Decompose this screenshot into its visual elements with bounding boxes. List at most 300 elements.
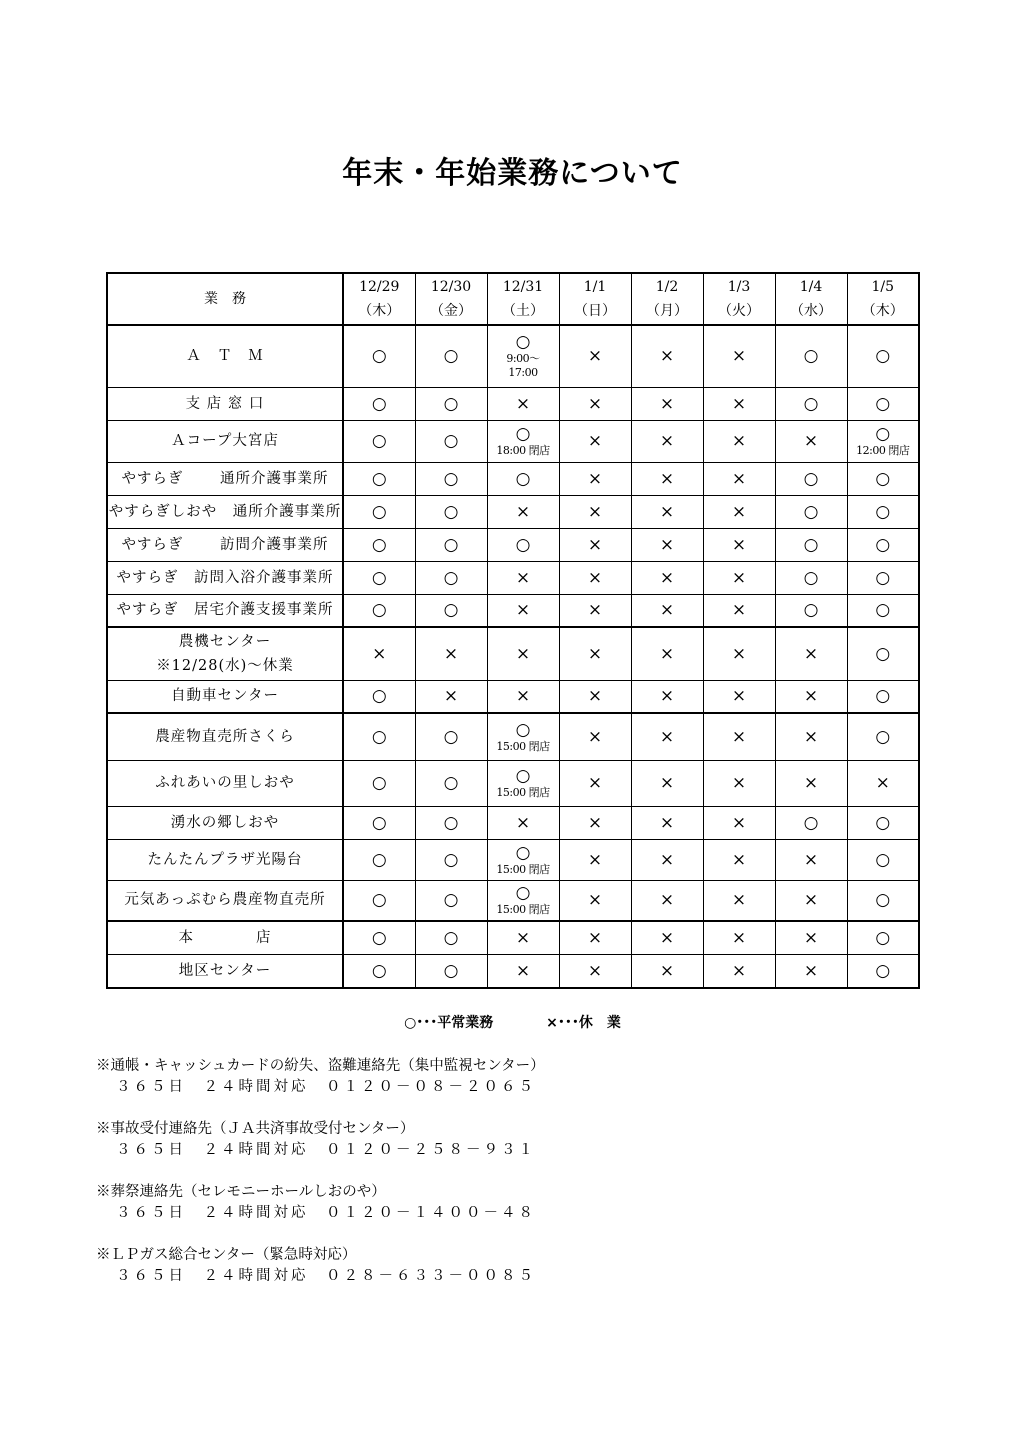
status-cell	[487, 420, 559, 462]
status-cell	[415, 680, 487, 713]
closed-mark: ×	[803, 849, 819, 870]
weekday-label: （日）	[574, 303, 616, 319]
open-mark: ○	[371, 686, 387, 707]
contact-item	[96, 1119, 545, 1161]
status-cell	[847, 627, 919, 680]
open-mark: ○	[515, 719, 531, 740]
open-mark: ○	[371, 812, 387, 833]
status-cell	[775, 387, 847, 420]
open-mark: ○	[443, 960, 459, 981]
status-cell	[487, 561, 559, 594]
status-cell	[775, 806, 847, 839]
contact-phone: ３６５日 ２４時間対応 ０２８－６３３－００８５	[116, 1268, 536, 1284]
status-cell	[847, 528, 919, 561]
status-cell	[415, 954, 487, 988]
closed-mark: ×	[803, 643, 819, 664]
status-cell	[487, 880, 559, 921]
hours-note: 15:00 閉店	[496, 739, 550, 753]
status-cell	[703, 713, 775, 760]
status-cell	[343, 806, 415, 839]
status-cell	[631, 462, 703, 495]
date-header	[415, 273, 487, 325]
status-cell	[775, 561, 847, 594]
status-cell	[559, 880, 631, 921]
service-name-text: やすらぎしおや 通所介護事業所	[108, 503, 342, 520]
open-mark: ○	[875, 393, 891, 414]
closed-mark: ×	[659, 393, 675, 414]
date-header	[343, 273, 415, 325]
closed-mark: ×	[515, 686, 531, 707]
status-cell	[775, 462, 847, 495]
status-cell	[847, 806, 919, 839]
closed-mark: ×	[875, 773, 890, 793]
service-name	[107, 880, 343, 921]
status-cell	[703, 561, 775, 594]
open-mark: ○	[443, 849, 459, 870]
date-label: 12/30	[430, 279, 472, 295]
status-cell	[487, 954, 559, 988]
closed-mark: ×	[803, 431, 819, 451]
status-cell	[415, 713, 487, 760]
status-cell	[343, 594, 415, 627]
status-cell	[631, 921, 703, 954]
closed-mark: ×	[659, 600, 675, 621]
date-header	[487, 273, 559, 325]
closed-mark: ×	[515, 501, 531, 522]
status-cell	[847, 713, 919, 760]
status-cell	[703, 387, 775, 420]
contact-item	[96, 1056, 545, 1098]
status-cell	[775, 880, 847, 921]
closed-mark: ×	[659, 927, 675, 948]
status-cell	[487, 325, 559, 387]
table-row	[107, 760, 919, 806]
status-cell	[775, 680, 847, 713]
status-cell	[847, 680, 919, 713]
status-cell	[415, 921, 487, 954]
open-mark: ○	[515, 534, 531, 555]
status-cell	[631, 561, 703, 594]
contact-title: ※葬祭連絡先（セレモニーホールしおのや）	[96, 1184, 386, 1200]
service-name-text: 元気あっぷむら農産物直売所	[124, 892, 326, 909]
open-mark: ○	[875, 726, 891, 747]
status-cell	[559, 760, 631, 806]
open-mark: ○	[443, 890, 459, 911]
service-name-text: やすらぎ 居宅介護支援事業所	[116, 602, 334, 619]
status-cell	[559, 561, 631, 594]
closed-mark: ×	[659, 567, 675, 588]
table-row	[107, 561, 919, 594]
date-header	[631, 273, 703, 325]
closed-mark: ×	[731, 773, 747, 793]
status-cell	[559, 462, 631, 495]
closed-mark: ×	[372, 643, 387, 664]
status-cell	[415, 462, 487, 495]
closed-mark: ×	[659, 346, 675, 367]
status-cell	[703, 680, 775, 713]
table-row	[107, 713, 919, 760]
status-cell	[703, 325, 775, 387]
open-mark: ○	[875, 812, 891, 833]
table-row	[107, 594, 919, 627]
status-cell	[487, 495, 559, 528]
status-cell	[703, 462, 775, 495]
table-row	[107, 420, 919, 462]
closed-mark: ×	[587, 812, 603, 833]
service-name-text: やすらぎ 訪問入浴介護事業所	[116, 569, 334, 586]
service-name-text: やすらぎ 訪問介護事業所	[121, 536, 329, 553]
closed-mark: ×	[659, 534, 675, 555]
date-header	[559, 273, 631, 325]
table-row	[107, 921, 919, 954]
closed-mark: ×	[659, 849, 675, 870]
table-row	[107, 325, 919, 387]
status-cell	[703, 627, 775, 680]
status-cell	[343, 528, 415, 561]
status-cell	[631, 325, 703, 387]
closed-mark: ×	[731, 686, 747, 707]
hours-note: 12:00 閉店	[856, 444, 910, 457]
status-cell	[631, 954, 703, 988]
status-cell	[487, 806, 559, 839]
legend	[0, 1012, 1025, 1032]
status-cell	[631, 806, 703, 839]
open-mark: ○	[803, 468, 819, 489]
status-cell	[847, 325, 919, 387]
open-mark: ○	[443, 431, 459, 451]
status-cell	[631, 760, 703, 806]
open-mark: ○	[515, 468, 531, 489]
status-cell	[559, 713, 631, 760]
closed-mark: ×	[443, 643, 459, 664]
open-mark: ○	[443, 468, 459, 489]
closed-mark: ×	[587, 773, 603, 793]
open-mark: ○	[443, 726, 459, 747]
open-mark: ○	[443, 567, 459, 588]
closed-mark: ×	[587, 927, 603, 948]
status-cell	[415, 420, 487, 462]
date-header	[847, 273, 919, 325]
closed-mark: ×	[731, 960, 747, 981]
closed-mark: ×	[803, 890, 819, 911]
table-row	[107, 806, 919, 839]
service-name	[107, 420, 343, 462]
status-cell	[559, 594, 631, 627]
closed-mark: ×	[803, 726, 819, 747]
date-header	[775, 273, 847, 325]
open-mark: ○	[443, 393, 459, 414]
status-cell	[631, 420, 703, 462]
open-mark: ○	[875, 643, 891, 664]
open-mark: ○	[875, 686, 891, 707]
closed-mark: ×	[659, 726, 675, 747]
service-name	[107, 325, 343, 387]
closed-mark: ×	[659, 431, 675, 451]
table-row	[107, 462, 919, 495]
open-mark: ○	[803, 346, 819, 367]
service-name-text: 地区センター	[178, 962, 272, 979]
open-mark: ○	[371, 431, 387, 451]
open-mark: ○	[371, 393, 387, 414]
service-name	[107, 561, 343, 594]
closed-mark: ×	[659, 468, 675, 489]
open-mark: ○	[803, 812, 819, 833]
open-mark: ○	[803, 534, 819, 555]
status-cell	[775, 921, 847, 954]
closed-mark: ×	[731, 567, 747, 588]
status-cell	[775, 627, 847, 680]
service-name	[107, 627, 343, 680]
status-cell	[703, 594, 775, 627]
schedule-table	[106, 272, 920, 989]
date-label: 1/4	[799, 279, 823, 295]
table-row	[107, 627, 919, 680]
service-name-text: 湧水の郷しおや	[170, 814, 280, 831]
status-cell	[559, 921, 631, 954]
status-cell	[487, 839, 559, 880]
table-row	[107, 839, 919, 880]
closed-mark: ×	[587, 567, 603, 588]
service-name	[107, 760, 343, 806]
open-mark: ○	[371, 773, 387, 793]
date-label: 1/5	[871, 279, 895, 295]
status-cell	[703, 954, 775, 988]
closed-mark: ×	[731, 346, 747, 367]
status-cell	[343, 880, 415, 921]
status-cell	[631, 880, 703, 921]
date-label: 1/2	[655, 279, 679, 295]
weekday-label: （金）	[430, 303, 472, 319]
closed-mark: ×	[587, 431, 603, 451]
open-mark: ○	[515, 766, 531, 786]
status-cell	[775, 760, 847, 806]
service-name	[107, 387, 343, 420]
service-name	[107, 954, 343, 988]
service-name	[107, 713, 343, 760]
status-cell	[559, 627, 631, 680]
status-cell	[343, 680, 415, 713]
open-mark: ○	[371, 346, 387, 367]
weekday-label: （土）	[502, 303, 544, 319]
status-cell	[775, 420, 847, 462]
closed-mark: ×	[731, 812, 747, 833]
date-label: 12/31	[502, 279, 544, 295]
closed-mark: ×	[587, 726, 603, 747]
status-cell	[487, 462, 559, 495]
status-cell	[487, 594, 559, 627]
status-cell	[775, 954, 847, 988]
open-mark: ○	[371, 927, 387, 948]
closed-mark: ×	[515, 600, 531, 621]
open-mark: ○	[371, 890, 387, 911]
open-mark: ○	[875, 534, 891, 555]
status-cell	[631, 680, 703, 713]
service-name	[107, 806, 343, 839]
hours-note: 9:00～ 17:00	[506, 352, 540, 380]
status-cell	[703, 495, 775, 528]
status-cell	[487, 713, 559, 760]
service-name-text: 農産物直売所さくら	[155, 728, 295, 745]
status-cell	[631, 839, 703, 880]
closed-mark: ×	[731, 501, 747, 522]
status-cell	[559, 387, 631, 420]
status-cell	[559, 325, 631, 387]
open-mark: ○	[443, 812, 459, 833]
closed-mark: ×	[803, 773, 819, 793]
status-cell	[559, 680, 631, 713]
open-mark: ○	[371, 960, 387, 981]
status-cell	[343, 760, 415, 806]
status-cell	[847, 420, 919, 462]
open-mark: ○	[443, 773, 459, 793]
table-row	[107, 680, 919, 713]
hours-note: 15:00 閉店	[496, 862, 550, 876]
closed-mark: ×	[587, 686, 603, 707]
closed-mark: ×	[731, 393, 747, 414]
status-cell	[415, 760, 487, 806]
closed-mark: ×	[731, 468, 747, 489]
contact-phone: ３６５日 ２４時間対応 ０１２０－１４００－４８	[116, 1205, 536, 1221]
open-mark: ○	[443, 600, 459, 621]
open-mark: ○	[443, 534, 459, 555]
status-cell	[343, 713, 415, 760]
status-cell	[343, 839, 415, 880]
service-name-text: Ａコープ大宮店	[171, 433, 279, 449]
service-name-text: Ａ Ｔ Ｍ	[186, 348, 264, 365]
open-mark: ○	[371, 567, 387, 588]
date-label: 1/1	[583, 279, 607, 295]
status-cell	[703, 528, 775, 561]
closed-mark: ×	[659, 812, 675, 833]
status-cell	[343, 921, 415, 954]
status-cell	[415, 561, 487, 594]
status-cell	[847, 839, 919, 880]
status-cell	[631, 387, 703, 420]
closed-mark: ×	[515, 812, 531, 833]
open-mark: ○	[371, 501, 387, 522]
status-cell	[847, 495, 919, 528]
service-name-text: 支 店 窓 口	[185, 395, 265, 412]
table-row	[107, 495, 919, 528]
closed-mark: ×	[587, 501, 603, 522]
status-cell	[343, 325, 415, 387]
status-cell	[343, 462, 415, 495]
closed-mark: ×	[731, 431, 747, 451]
hours-note: 15:00 閉店	[496, 786, 550, 799]
status-cell	[487, 680, 559, 713]
open-mark: ○	[515, 842, 531, 863]
status-cell	[703, 760, 775, 806]
closed-mark: ×	[803, 686, 819, 707]
status-cell	[343, 561, 415, 594]
table-row	[107, 880, 919, 921]
open-mark: ○	[875, 849, 891, 870]
closed-mark: ×	[515, 927, 531, 948]
service-name-text: 本 店	[178, 929, 272, 946]
closed-mark: ×	[731, 534, 747, 555]
status-cell	[415, 387, 487, 420]
open-mark: ○	[875, 501, 891, 522]
table-header-row	[107, 273, 919, 325]
date-label: 1/3	[727, 279, 751, 295]
contact-phone: ３６５日 ２４時間対応 ０１２０－０８－２０６５	[116, 1079, 536, 1095]
status-cell	[847, 594, 919, 627]
contact-item	[96, 1182, 545, 1224]
contact-title: ※事故受付連絡先（ＪＡ共済事故受付センター）	[96, 1121, 415, 1137]
status-cell	[847, 880, 919, 921]
status-cell	[487, 627, 559, 680]
open-mark: ○	[875, 600, 891, 621]
legend-open: ○･･･平常業務	[404, 1015, 494, 1031]
status-cell	[847, 760, 919, 806]
closed-mark: ×	[659, 890, 675, 911]
status-cell	[415, 325, 487, 387]
status-cell	[559, 420, 631, 462]
status-cell	[775, 325, 847, 387]
status-cell	[631, 528, 703, 561]
status-cell	[559, 954, 631, 988]
hours-note: 15:00 閉店	[496, 903, 550, 917]
status-cell	[415, 594, 487, 627]
closed-mark: ×	[515, 960, 531, 981]
weekday-label: （火）	[718, 303, 760, 319]
status-cell	[847, 921, 919, 954]
status-cell	[631, 495, 703, 528]
status-cell	[415, 528, 487, 561]
closed-mark: ×	[587, 960, 603, 981]
status-cell	[415, 839, 487, 880]
closed-mark: ×	[587, 468, 603, 489]
closed-mark: ×	[587, 534, 603, 555]
weekday-label: （月）	[646, 303, 688, 319]
closed-mark: ×	[659, 501, 675, 522]
service-name	[107, 594, 343, 627]
service-name-text: 自動車センター	[171, 688, 279, 705]
open-mark: ○	[875, 890, 891, 911]
open-mark: ○	[515, 883, 531, 904]
closed-mark: ×	[587, 849, 603, 870]
closed-mark: ×	[731, 643, 747, 664]
status-cell	[343, 627, 415, 680]
status-cell	[487, 528, 559, 561]
service-name	[107, 680, 343, 713]
closed-mark: ×	[731, 927, 747, 948]
open-mark: ○	[443, 501, 459, 522]
service-name	[107, 921, 343, 954]
closed-mark: ×	[587, 600, 603, 621]
open-mark: ○	[803, 393, 819, 414]
status-cell	[559, 806, 631, 839]
closed-mark: ×	[515, 643, 531, 664]
table-row	[107, 954, 919, 988]
open-mark: ○	[443, 346, 459, 367]
status-cell	[631, 627, 703, 680]
contact-list	[96, 1056, 545, 1308]
date-label: 12/29	[359, 279, 400, 295]
contact-title: ※ＬＰガス総合センター（緊急時対応）	[96, 1247, 357, 1263]
open-mark: ○	[803, 567, 819, 588]
closed-mark: ×	[515, 567, 531, 588]
open-mark: ○	[875, 424, 891, 444]
closed-mark: ×	[443, 686, 459, 707]
closed-mark: ×	[803, 927, 819, 948]
open-mark: ○	[515, 332, 531, 353]
contact-item	[96, 1245, 545, 1287]
closed-mark: ×	[731, 600, 747, 621]
status-cell	[631, 713, 703, 760]
closed-mark: ×	[659, 773, 675, 793]
service-name	[107, 839, 343, 880]
